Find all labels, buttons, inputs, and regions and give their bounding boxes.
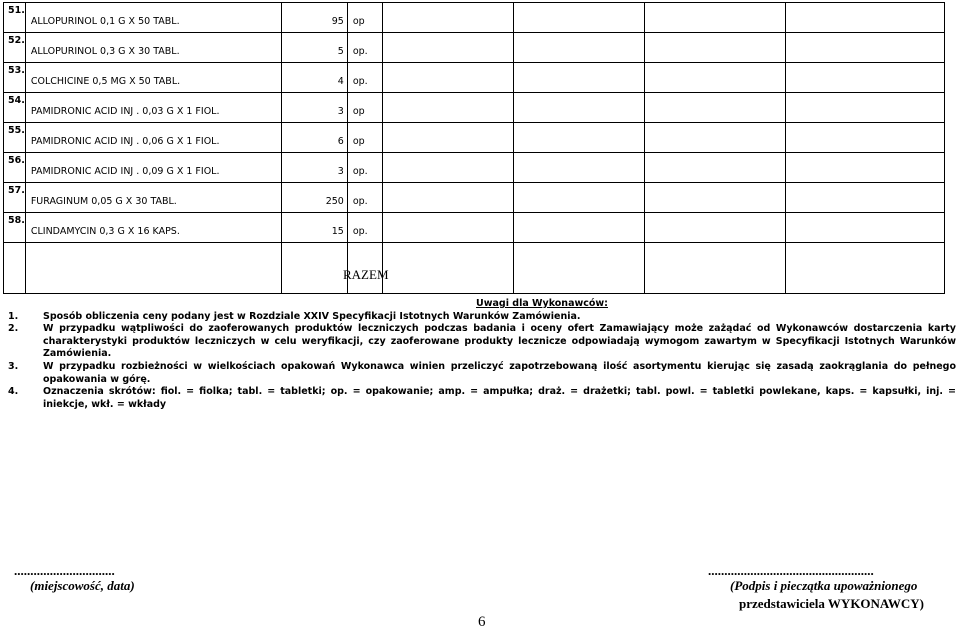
note-item xyxy=(8,386,956,411)
item-unit: op. xyxy=(352,46,368,57)
item-name-cell xyxy=(25,93,281,123)
note-number: 1. xyxy=(8,310,19,322)
item-name: PAMIDRONIC ACID INJ . 0,03 G X 1 FIOL. xyxy=(30,106,220,117)
table-row xyxy=(4,183,945,213)
note-number: 2. xyxy=(8,323,19,335)
table-row xyxy=(4,63,945,93)
item-unit-cell xyxy=(347,153,382,183)
empty-cell xyxy=(513,33,644,63)
note-item xyxy=(8,323,956,361)
empty-cell xyxy=(785,93,944,123)
empty-cell xyxy=(382,63,513,93)
signature-left-label: (miejscowość, data) xyxy=(30,578,135,593)
item-qty: 95 xyxy=(331,16,344,27)
item-name: PAMIDRONIC ACID INJ . 0,06 G X 1 FIOL. xyxy=(30,136,220,147)
note-item xyxy=(8,361,956,386)
empty-cell xyxy=(513,213,644,243)
empty-cell xyxy=(382,213,513,243)
item-unit: op xyxy=(352,136,365,147)
item-unit-cell xyxy=(347,183,382,213)
item-qty: 6 xyxy=(337,136,344,147)
note-number: 3. xyxy=(8,360,19,372)
item-name: PAMIDRONIC ACID INJ . 0,09 G X 1 FIOL. xyxy=(30,166,220,177)
empty-cell xyxy=(785,153,944,183)
empty-cell xyxy=(513,3,644,33)
table-row xyxy=(4,213,945,243)
item-name-cell xyxy=(25,63,281,93)
item-qty-cell xyxy=(281,33,347,63)
item-qty-cell xyxy=(281,63,347,93)
item-name-cell xyxy=(25,183,281,213)
item-number: 54. xyxy=(4,93,26,123)
item-name: ALLOPURINOL 0,3 G X 30 TABL. xyxy=(30,46,180,57)
empty-cell xyxy=(644,183,785,213)
empty-cell xyxy=(513,123,644,153)
item-number: 52. xyxy=(4,33,26,63)
page-number: 6 xyxy=(478,614,486,630)
empty-cell xyxy=(644,153,785,183)
empty-cell xyxy=(644,213,785,243)
empty-cell xyxy=(785,183,944,213)
table-row xyxy=(4,33,945,63)
item-name-cell xyxy=(25,153,281,183)
item-qty: 5 xyxy=(337,46,344,57)
item-qty-cell xyxy=(281,153,347,183)
item-unit: op xyxy=(352,106,365,117)
empty-cell xyxy=(382,123,513,153)
empty-cell xyxy=(513,183,644,213)
item-unit-cell xyxy=(347,213,382,243)
note-item xyxy=(8,311,956,324)
table-row xyxy=(4,93,945,123)
item-unit-cell xyxy=(347,93,382,123)
item-number: 58. xyxy=(4,213,26,243)
empty-cell xyxy=(382,93,513,123)
item-qty: 15 xyxy=(331,226,344,237)
empty-cell xyxy=(382,153,513,183)
item-qty-cell xyxy=(281,213,347,243)
notes-section xyxy=(8,298,956,411)
signature-right-label-2: przedstawiciela WYKONAWCY) xyxy=(739,596,924,611)
empty-cell xyxy=(382,33,513,63)
empty-cell xyxy=(382,3,513,33)
item-name: ALLOPURINOL 0,1 G X 50 TABL. xyxy=(30,16,180,27)
item-name-cell xyxy=(25,213,281,243)
empty-cell xyxy=(785,3,944,33)
item-name: COLCHICINE 0,5 MG X 50 TABL. xyxy=(30,76,181,87)
item-name: FURAGINUM 0,05 G X 30 TABL. xyxy=(30,196,177,207)
item-number: 53. xyxy=(4,63,26,93)
item-number: 57. xyxy=(4,183,26,213)
note-number: 4. xyxy=(8,386,19,398)
empty-cell xyxy=(785,63,944,93)
empty-cell xyxy=(644,3,785,33)
item-name: CLINDAMYCIN 0,3 G X 16 KAPS. xyxy=(30,226,180,237)
signature-right-label-1: (Podpis i pieczątka upoważnionego xyxy=(730,578,918,593)
empty-cell xyxy=(513,93,644,123)
note-text: W przypadku rozbieżności w wielkościach opakowań Wykonawca winien przeliczyć zapotrzebowaną ilość asortymentu kierując się zasadą zaokrąglania do pełnego opakowania w górę. xyxy=(43,360,956,385)
item-qty: 3 xyxy=(337,166,344,177)
item-number: 56. xyxy=(4,153,26,183)
empty-cell xyxy=(644,63,785,93)
item-qty: 250 xyxy=(325,196,344,207)
empty-cell xyxy=(785,213,944,243)
item-unit: op. xyxy=(352,166,368,177)
item-unit-cell xyxy=(347,63,382,93)
notes-title: Uwagi dla Wykonawców: xyxy=(476,298,608,309)
item-name-cell xyxy=(25,33,281,63)
item-qty-cell xyxy=(281,183,347,213)
item-unit-cell xyxy=(347,3,382,33)
table-row xyxy=(4,153,945,183)
table-row xyxy=(4,3,945,33)
item-qty-cell xyxy=(281,123,347,153)
razem-row xyxy=(4,243,945,294)
empty-cell xyxy=(513,153,644,183)
note-text: Oznaczenia skrótów: fiol. = fiolka; tabl. = tabletki; op. = opakowanie; amp. = ampułka; draż. = drażetki; tabl. powl. = tabletki powlekane, kaps. = kapsułki, inj. = iniekcje, wkł. = wkłady xyxy=(43,386,956,410)
empty-cell xyxy=(513,63,644,93)
item-qty-cell xyxy=(281,93,347,123)
item-unit: op xyxy=(352,16,365,27)
item-number: 51. xyxy=(4,3,26,33)
empty-cell xyxy=(785,123,944,153)
item-unit: op. xyxy=(352,226,368,237)
note-text: Sposób obliczenia ceny podany jest w Rozdziale XXIV Specyfikacji Istotnych Warunków Zamówienia. xyxy=(43,310,581,322)
item-unit: op. xyxy=(352,76,368,87)
item-qty-cell xyxy=(281,3,347,33)
item-unit-cell xyxy=(347,123,382,153)
table-row xyxy=(4,123,945,153)
empty-cell xyxy=(644,33,785,63)
items-table xyxy=(3,2,945,294)
empty-cell xyxy=(644,93,785,123)
item-qty: 4 xyxy=(337,76,344,87)
item-name-cell xyxy=(25,3,281,33)
item-number: 55. xyxy=(4,123,26,153)
signature-right-dots: ................................................... xyxy=(708,563,874,578)
item-name-cell xyxy=(25,123,281,153)
item-qty: 3 xyxy=(337,106,344,117)
item-unit: op. xyxy=(352,196,368,207)
item-unit-cell xyxy=(347,33,382,63)
empty-cell xyxy=(785,33,944,63)
empty-cell xyxy=(644,123,785,153)
note-text: W przypadku wątpliwości do zaoferowanych produktów leczniczych podczas badania i oceny ofert Zamawiający może zażądać od Wykonawców dostarczenia karty charakterystyki produktów leczniczych w celu weryfikacji, czy zaoferowane produkty lecznicze odpowiadają wymogom zawartym w Specyfikacji Istotnych Warunków Zamówienia. xyxy=(43,323,956,360)
empty-cell xyxy=(382,183,513,213)
razem-label: RAZEM xyxy=(343,267,389,282)
signature-left-dots: ............................... xyxy=(14,563,115,578)
